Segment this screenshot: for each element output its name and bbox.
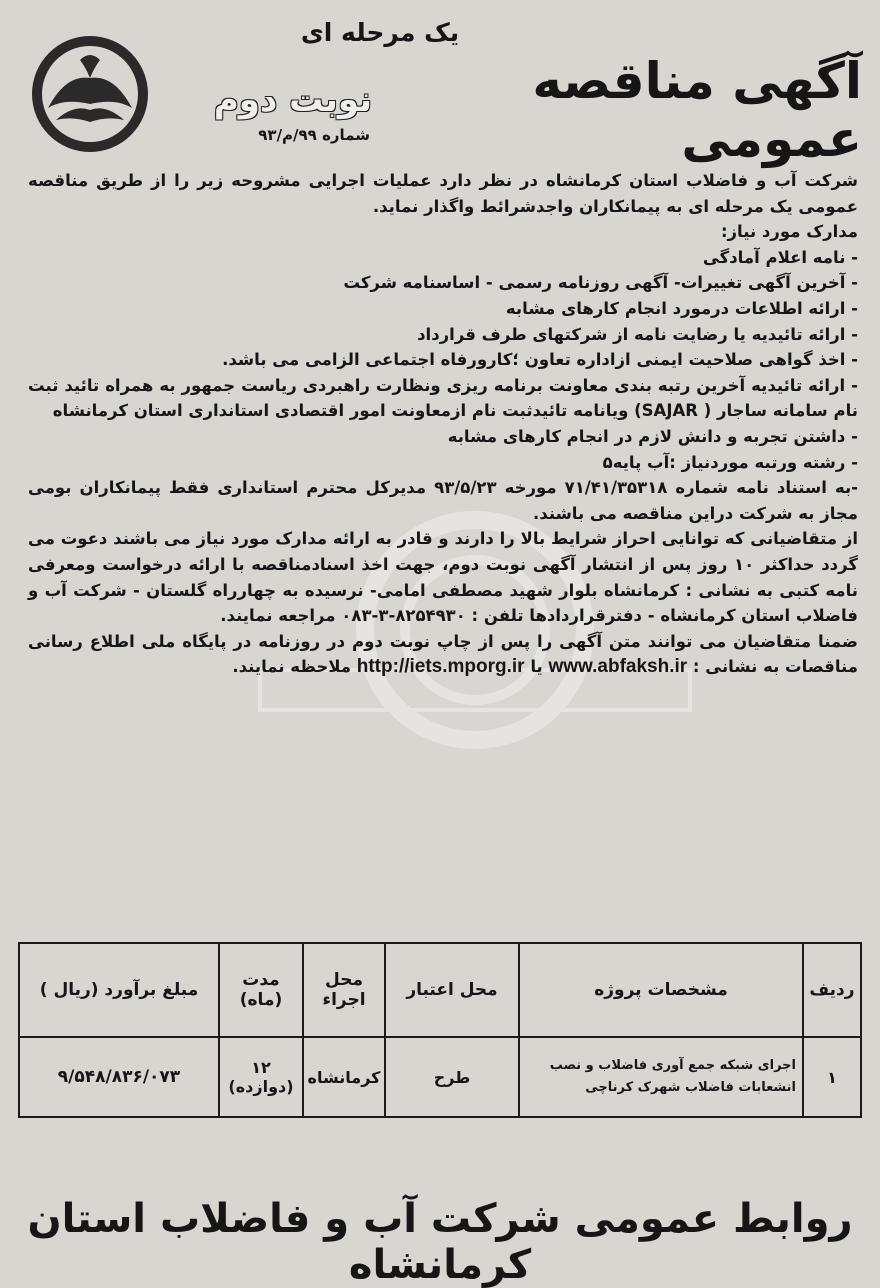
ad-number: شماره ۹۹/م/۹۳ xyxy=(258,126,370,144)
col-header-amount: مبلغ برآورد (ریال ) xyxy=(19,943,219,1037)
ad-title: آگهی مناقصه عمومی xyxy=(532,52,862,168)
website-link-iets[interactable]: http://iets.mporg.ir xyxy=(356,656,525,678)
requirement-item: - اخذ گواهی صلاحیت ایمنی ازاداره تعاون ؛کارورفاه اجتماعی الزامی می باشد. xyxy=(222,350,858,370)
footer-signature: روابط عمومی شرکت آب و فاضلاب استان کرمانشاه xyxy=(27,1196,853,1288)
table-row xyxy=(19,1037,861,1117)
requirement-item: - داشتن تجربه و دانش لازم در انجام کارهای مشابه xyxy=(447,426,858,446)
col-header-location: محل اجراء xyxy=(303,943,385,1037)
cell-location: کرمانشاه xyxy=(303,1037,385,1117)
notice-paragraph xyxy=(28,629,858,680)
tender-table xyxy=(18,942,862,1118)
col-header-credit: محل اعتبار xyxy=(385,943,519,1037)
requirement-item: - ارائه تائیدیه آخرین رتبه بندی معاونت برنامه ریزی ونظارت راهبردی ریاست جمهور به همراه تائید ثبت نام سامانه ساجار ( SAJAR) ویانامه تائیدثبت نام ازمعاونت امور اقتصادی استانداری استان کرمانشاه xyxy=(28,375,858,421)
invite-paragraph: از متقاضیانی که توانایی احراز شرایط بالا را دارند و قادر به ارائه مدارک مورد نیاز می باشند دعوت می گردد حداکثر ۱۰ روز پس از انتشار آگهی نوبت دوم، جهت اخذ اسنادمناقصه با ارائه درخواست ومعرفی نامه کتبی به نشانی : کرمانشاه بلوار شهید مصطفی امامی- نرسیده به چهارراه گلستان - شرکت آب و فاضلاب استان کرمانشاه - دفترقراردادها تلفن : ۸۲۵۴۹۳۰-۳-۰۸۳ مراجعه نمایند. xyxy=(28,529,858,626)
letter-paragraph: -به استناد نامه شماره ۷۱/۴۱/۳۵۳۱۸ مورخه ۹۳/۵/۲۳ مدیرکل محترم استانداری فقط پیمانکاران بومی مجاز به شرکت دراین مناقصه می باشند. xyxy=(28,478,858,523)
cell-duration: ۱۲ (دوازده) xyxy=(219,1037,303,1117)
requirement-item: - نامه اعلام آمادگی xyxy=(702,247,858,267)
col-header-project: مشخصات پروژه xyxy=(519,943,803,1037)
table-header-row xyxy=(19,943,861,1037)
cell-row-no: ۱ xyxy=(803,1037,861,1117)
cell-credit: طرح xyxy=(385,1037,519,1117)
docs-heading: مدارک مورد نیاز: xyxy=(720,222,858,242)
requirement-item: - آخرین آگهی تغییرات- آگهی روزنامه رسمی - اساسنامه شرکت xyxy=(343,273,858,293)
website-link-abfaksh[interactable]: www.abfaksh.ir xyxy=(548,656,688,678)
cell-amount: ۹/۵۴۸/۸۳۶/۰۷۳ xyxy=(19,1037,219,1117)
cell-project: اجرای شبکه جمع آوری فاضلاب و نصب انشعابات فاضلاب شهرک کرناچی xyxy=(519,1037,803,1117)
requirement-item: - ارائه تائیدیه یا رضایت نامه از شرکتهای طرف قرارداد xyxy=(417,324,858,344)
requirement-item: - ارائه اطلاعات درمورد انجام کارهای مشابه xyxy=(505,298,858,318)
see-text: ملاحظه نمایند. xyxy=(232,657,351,677)
notice-text: ضمنا متقاضیان می توانند متن آگهی را پس از چاپ نوبت دوم در روزنامه در پایگاه ملی اطلاع رسانی مناقصات به نشانی : xyxy=(28,631,858,677)
col-header-duration: مدت (ماه) xyxy=(219,943,303,1037)
publication-round: نوبت دوم xyxy=(213,80,372,120)
company-logo-icon xyxy=(20,20,160,160)
or-word: یا xyxy=(530,657,543,677)
ad-subtitle: یک مرحله ای xyxy=(300,18,460,47)
ad-body xyxy=(28,168,858,680)
requirement-item: - رشته ورتبه موردنیاز :آب پایه۵ xyxy=(602,452,858,472)
col-header-row-no: ردیف xyxy=(803,943,861,1037)
intro-paragraph: شرکت آب و فاضلاب استان کرمانشاه در نظر دارد عملیات اجرایی مشروحه زیر را از طریق مناقصه عمومی یک مرحله ای به پیمانکاران واجدشرائط واگذار نماید. xyxy=(28,171,858,216)
